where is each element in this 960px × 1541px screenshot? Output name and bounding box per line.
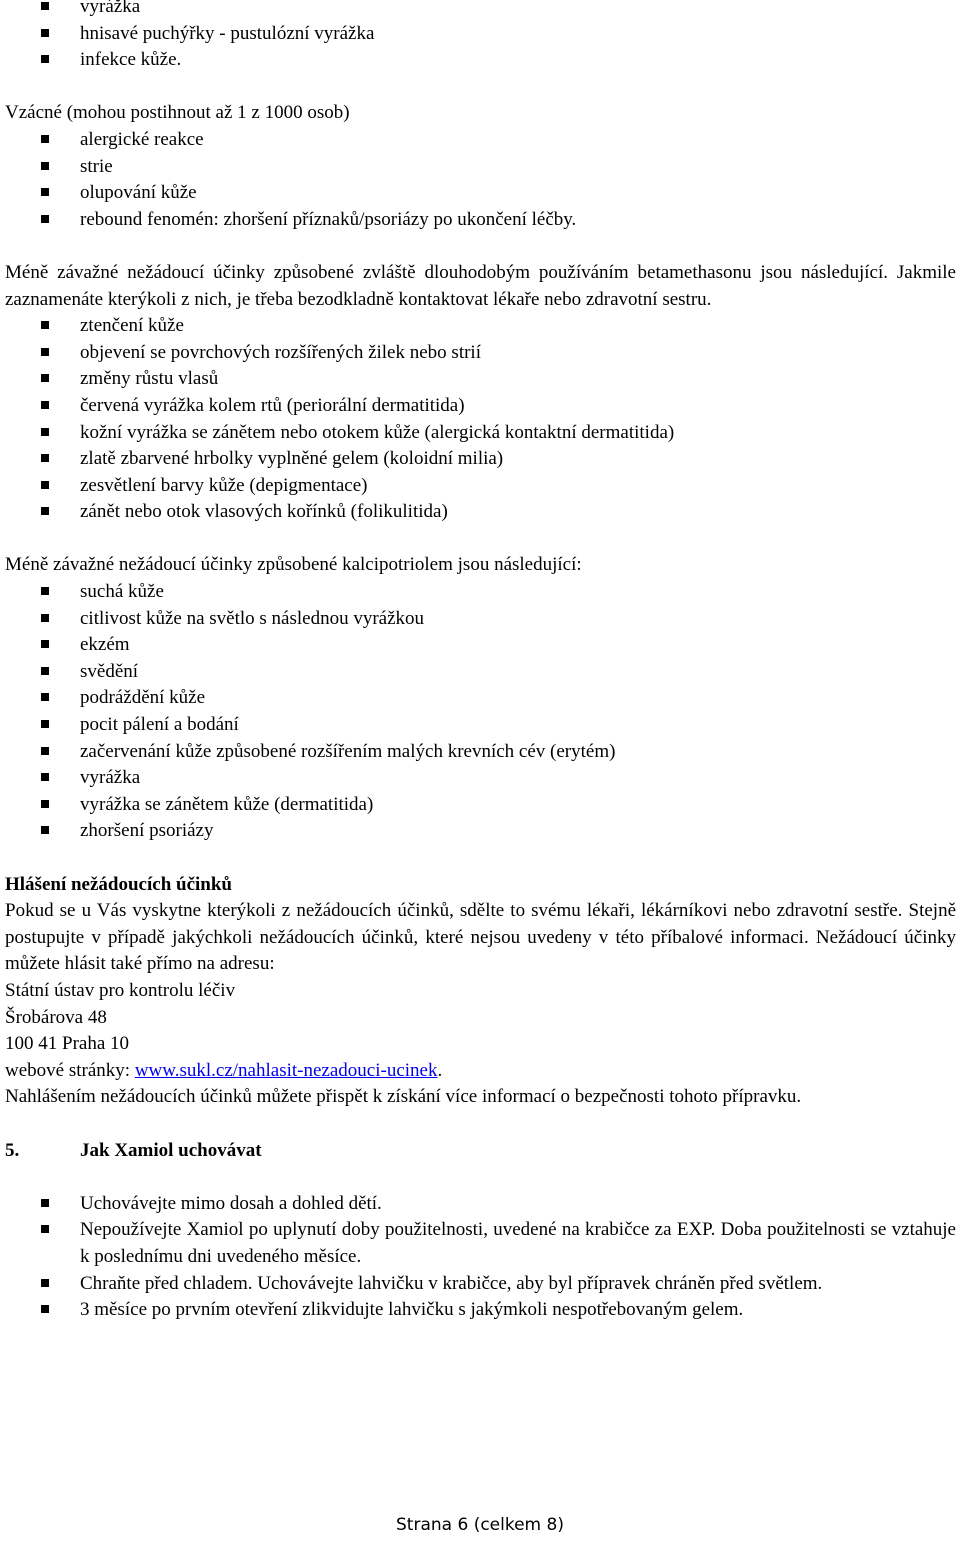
list-item: začervenání kůže způsobené rozšířením malých krevních cév (erytém) — [5, 739, 956, 766]
list-item: zhoršení psoriázy — [5, 818, 956, 845]
list-rare — [5, 127, 956, 233]
page-content — [5, 0, 956, 1324]
report-address-line: 100 41 Praha 10 — [5, 1033, 130, 1055]
list-item: rebound fenomén: zhoršení příznaků/psoriázy po ukončení léčby. — [5, 207, 956, 234]
list-item: alergické reakce — [5, 127, 956, 154]
report-address-line: Šrobárova 48 — [5, 1006, 107, 1028]
list-storage — [5, 1191, 956, 1324]
list-calcipotriol — [5, 579, 956, 845]
report-heading: Hlášení nežádoucích účinků — [5, 873, 232, 895]
list-top — [5, 0, 956, 74]
spacer — [5, 526, 956, 553]
spacer — [5, 1111, 956, 1138]
rare-intro: Vzácné (mohou postihnout až 1 z 1000 osob) — [5, 102, 350, 124]
list-item: 3 měsíce po prvním otevření zlikvidujte lahvičku s jakýmkoli nespotřebovaným gelem. — [5, 1297, 956, 1324]
section-number: 5. — [5, 1139, 20, 1161]
list-item: hnisavé puchýřky - pustulózní vyrážka — [5, 21, 956, 48]
list-item: červená vyrážka kolem rtů (periorální dermatitida) — [5, 393, 956, 420]
list-item: vyrážka — [5, 765, 956, 792]
list-item: vyrážka se zánětem kůže (dermatitida) — [5, 792, 956, 819]
list-item: objevení se povrchových rozšířených žilek nebo strií — [5, 340, 956, 367]
spacer — [5, 845, 956, 872]
page-footer: Strana 6 (celkem 8) — [396, 1515, 564, 1535]
list-item: svědění — [5, 659, 956, 686]
list-item: suchá kůže — [5, 579, 956, 606]
list-item: podráždění kůže — [5, 685, 956, 712]
list-item: vyrážka — [5, 0, 956, 21]
list-betamethason — [5, 313, 956, 526]
list-item: infekce kůže. — [5, 47, 956, 74]
report-closing: Nahlášením nežádoucích účinků můžete přispět k získání více informací o bezpečnosti tohoto přípravku. — [5, 1086, 802, 1108]
report-web-label: webové stránky: — [5, 1059, 135, 1081]
list-item: Uchovávejte mimo dosah a dohled dětí. — [5, 1191, 956, 1218]
report-address-line: Státní ústav pro kontrolu léčiv — [5, 979, 236, 1001]
spacer — [5, 74, 956, 101]
list-item: olupování kůže — [5, 180, 956, 207]
list-item: ekzém — [5, 632, 956, 659]
list-item: Chraňte před chladem. Uchovávejte lahvičku v krabičce, aby byl přípravek chráněn před světlem. — [5, 1271, 956, 1298]
spacer — [5, 233, 956, 260]
list-item: zánět nebo otok vlasových kořínků (folikulitida) — [5, 499, 956, 526]
list-item: pocit pálení a bodání — [5, 712, 956, 739]
betamethason-intro: Méně závažné nežádoucí účinky způsobené zvláště dlouhodobým používáním betamethasonu jsou následující. Jakmile zaznamenáte kterýkoli z nich, je třeba bezodkladně kontaktovat lékaře nebo zdravotní sestru. — [5, 261, 956, 310]
spacer — [5, 1164, 956, 1191]
list-item: změny růstu vlasů — [5, 366, 956, 393]
list-item: Nepoužívejte Xamiol po uplynutí doby použitelnosti, uvedené na krabičce za EXP. Doba použitelnosti se vztahuje k poslednímu dni uvedeného měsíce. — [5, 1217, 956, 1270]
report-web — [5, 1058, 956, 1085]
list-item: citlivost kůže na světlo s následnou vyrážkou — [5, 606, 956, 633]
list-item: kožní vyrážka se zánětem nebo otokem kůže (alergická kontaktní dermatitida) — [5, 420, 956, 447]
calcipotriol-intro: Méně závažné nežádoucí účinky způsobené kalcipotriolem jsou následující: — [5, 554, 582, 576]
list-item: strie — [5, 154, 956, 181]
report-web-after: . — [437, 1059, 443, 1081]
section-title: Jak Xamiol uchovávat — [80, 1139, 262, 1161]
report-web-link[interactable]: www.sukl.cz/nahlasit-nezadouci-ucinek — [134, 1059, 438, 1081]
list-item: zesvětlení barvy kůže (depigmentace) — [5, 473, 956, 500]
report-text: Pokud se u Vás vyskytne kterýkoli z nežádoucích účinků, sdělte to svému lékaři, lékárníkovi nebo zdravotní sestře. Stejně postupujte v případě jakýchkoli nežádoucích účinků, které nejsou uvedeny v této příbalové informaci. Nežádoucí účinky můžete hlásit také přímo na adresu: — [5, 900, 956, 975]
list-item: zlatě zbarvené hrbolky vyplněné gelem (koloidní milia) — [5, 446, 956, 473]
section-5-heading — [5, 1138, 956, 1165]
list-item: ztenčení kůže — [5, 313, 956, 340]
